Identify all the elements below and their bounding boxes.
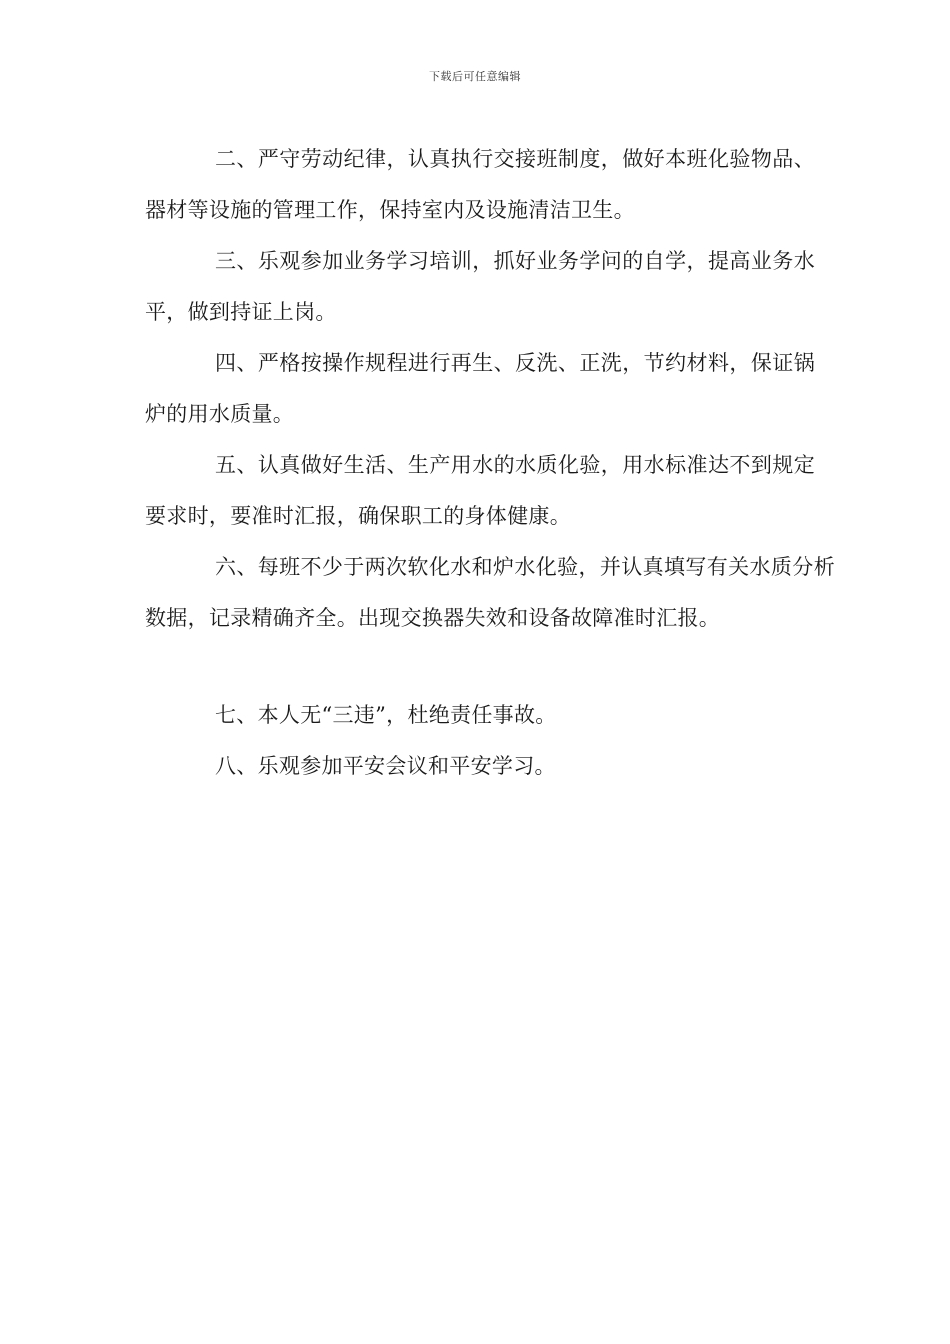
paragraph-4: 四、严格按操作规程进行再生、反洗、正洗，节约材料，保证锅炉的用水质量。 <box>145 351 815 426</box>
paragraph-gap <box>145 644 815 690</box>
document-body <box>145 134 835 792</box>
header-note: 下载后可任意编辑 <box>429 70 521 83</box>
paragraph-2: 二、严守劳动纪律，认真执行交接班制度，做好本班化验物品、器材等设施的管理工作，保持室内及设施清洁卫生。 <box>145 147 815 222</box>
paragraph-3: 三、乐观参加业务学习培训，抓好业务学问的自学，提高业务水平，做到持证上岗。 <box>145 249 815 324</box>
paragraph-7: 七、本人无“三违”，杜绝责任事故。 <box>215 703 557 727</box>
paragraph-6: 六、每班不少于两次软化水和炉水化验，并认真填写有关水质分析数据，记录精确齐全。出现交换器失效和设备故障准时汇报。 <box>145 555 835 630</box>
paragraph-5: 五、认真做好生活、生产用水的水质化验，用水标准达不到规定要求时，要准时汇报，确保职工的身体健康。 <box>145 453 815 528</box>
paragraph-8: 八、乐观参加平安会议和平安学习。 <box>215 754 556 778</box>
